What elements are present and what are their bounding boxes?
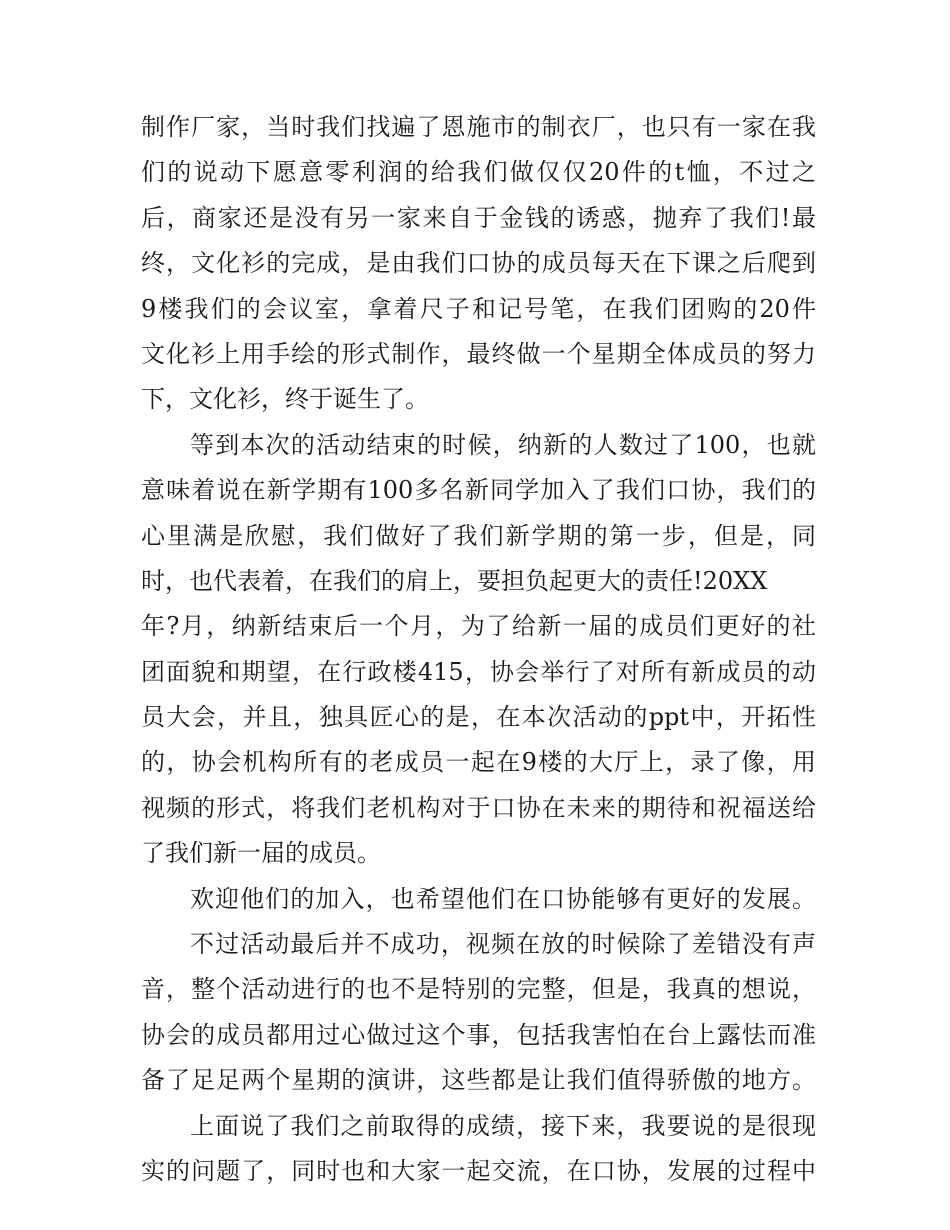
text-line: 实的问题了，同时也和大家一起交流，在口协，发展的过程中 [141, 1156, 816, 1185]
text-line: 们的说动下愿意零利润的给我们做仅仅20件的t恤，不过之 [141, 158, 816, 187]
paragraph-first-line: 上面说了我们之前取得的成绩，接下来，我要说的是很现 [190, 1111, 816, 1140]
paragraph-first-line: 等到本次的活动结束的时候，纳新的人数过了100，也就 [190, 430, 816, 459]
text-line: 终，文化衫的完成，是由我们口协的成员每天在下课之后爬到 [141, 249, 816, 278]
text-line: 视频的形式，将我们老机构对于口协在未来的期待和祝福送给 [141, 793, 816, 822]
text-line: 意味着说在新学期有100多名新同学加入了我们口协，我们的 [141, 476, 816, 505]
text-line: 音，整个活动进行的也不是特别的完整，但是，我真的想说， [141, 975, 816, 1004]
text-line: 备了足足两个星期的演讲，这些都是让我们值得骄傲的地方。 [141, 1066, 816, 1095]
text-line: 了我们新一届的成员。 [141, 839, 381, 868]
text-line: 9楼我们的会议室，拿着尺子和记号笔，在我们团购的20件 [141, 294, 816, 323]
text-line: 团面貌和期望，在行政楼415，协会举行了对所有新成员的动 [141, 657, 816, 686]
document-body [141, 105, 816, 1194]
text-line: 员大会，并且，独具匠心的是，在本次活动的ppt中，开拓性 [141, 703, 816, 732]
text-line: 的，协会机构所有的老成员一起在9楼的大厅上，录了像，用 [141, 748, 816, 777]
text-line: 下，文化衫，终于诞生了。 [141, 385, 429, 414]
paragraph-first-line: 不过活动最后并不成功，视频在放的时候除了差错没有声 [190, 930, 816, 959]
text-line: 文化衫上用手绘的形式制作，最终做一个星期全体成员的努力 [141, 339, 816, 368]
text-line: 年?月，纳新结束后一个月，为了给新一届的成员们更好的社 [141, 612, 816, 641]
paragraph-first-line: 欢迎他们的加入，也希望他们在口协能够有更好的发展。 [190, 884, 816, 913]
text-line: 制作厂家，当时我们找遍了恩施市的制衣厂，也只有一家在我 [141, 113, 816, 141]
text-line: 后，商家还是没有另一家来自于金钱的诱惑，抛弃了我们!最 [141, 203, 816, 232]
text-line: 心里满是欣慰，我们做好了我们新学期的第一步，但是，同 [141, 521, 816, 550]
text-line: 协会的成员都用过心做过这个事，包括我害怕在台上露怯而准 [141, 1020, 816, 1049]
text-line: 时，也代表着，在我们的肩上，要担负起更大的责任!20XX [141, 566, 768, 595]
